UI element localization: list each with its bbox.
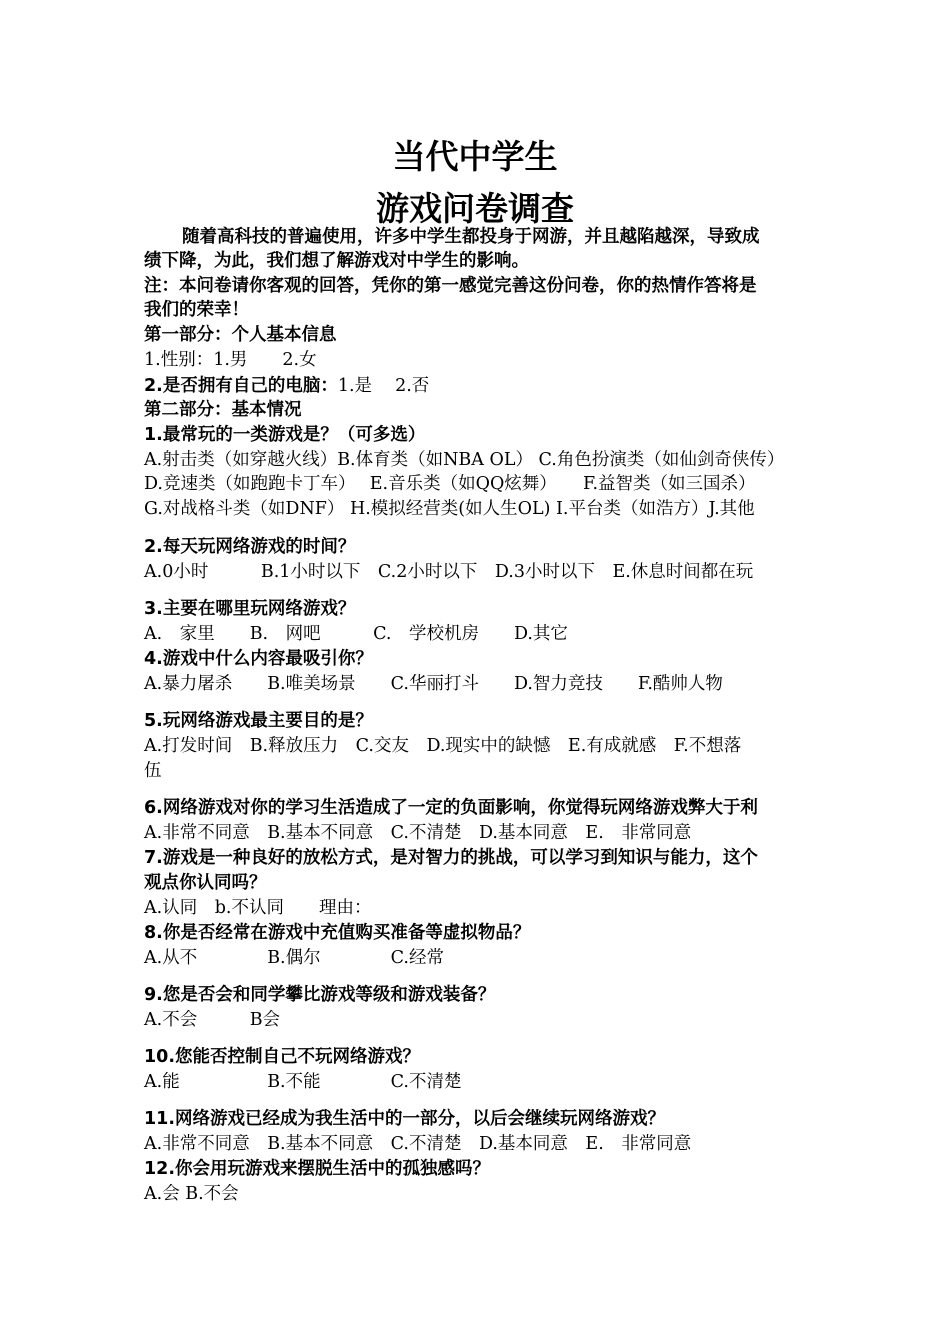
note-line-1: 注：本问卷请你客观的回答，凭你的第一感觉完善这份问卷，你的热情作答将是: [144, 276, 757, 296]
question-5-options-2: 伍: [144, 761, 162, 781]
question-12-options: A.会 B.不会: [144, 1184, 239, 1204]
question-3-options: A. 家里 B. 网吧 C. 学校机房 D.其它: [144, 624, 568, 644]
question-11-options: A.非常不同意 B.基本不同意 C.不清楚 D.基本同意 E. 非常同意: [144, 1134, 692, 1154]
question-10: 10.您能否控制自己不玩网络游戏？: [144, 1047, 420, 1067]
question-2: 2.每天玩网络游戏的时间？: [144, 537, 356, 557]
question-1-options-1: A.射击类（如穿越火线）B.体育类（如NBA OL） C.角色扮演类（如仙剑奇侠传）: [144, 450, 785, 470]
part1-heading: 第一部分：个人基本信息: [144, 325, 337, 345]
question-7-options: A.认同 b.不认同 理由：: [144, 898, 372, 918]
question-2-options: A.0小时 B.1小时以下 C.2小时以下 D.3小时以下 E.休息时间都在玩: [144, 562, 754, 582]
question-3: 3.主要在哪里玩网络游戏？: [144, 599, 356, 619]
question-1-options-3: G.对战格斗类（如DNF） H.模拟经营类(如人生OL) I.平台类（如浩方）J.其他: [144, 499, 755, 519]
question-10-options: A.能 B.不能 C.不清楚: [144, 1072, 462, 1092]
question-7-line-1: 7.游戏是一种良好的放松方式，是对智力的挑战，可以学习到知识与能力，这个: [144, 848, 758, 868]
question-11: 11.网络游戏已经成为我生活中的一部分，以后会继续玩网络游戏？: [144, 1109, 665, 1129]
question-1-options-2: D.竞速类（如跑跑卡丁车） E.音乐类（如QQ炫舞） F.益智类（如三国杀）: [144, 474, 756, 494]
question-7-line-2: 观点你认同吗？: [144, 873, 267, 893]
part2-heading: 第二部分：基本情况: [144, 400, 302, 420]
title-line-1: 当代中学生: [392, 137, 558, 176]
question-8-options: A.从不 B.偶尔 C.经常: [144, 948, 444, 968]
question-9-options: A.不会 B会: [144, 1010, 281, 1030]
part1-q1: 1.性别：1.男 2.女: [144, 350, 317, 370]
intro-line-1: 随着高科技的普遍使用，许多中学生都投身于网游，并且越陷越深，导致成: [182, 227, 760, 247]
question-4-options: A.暴力屠杀 B.唯美场景 C.华丽打斗 D.智力竞技 F.酷帅人物: [144, 674, 723, 694]
part1-q2-options: 1.是 2.否: [337, 376, 430, 396]
part1-q2: [144, 373, 429, 398]
title-line-2: 游戏问卷调查: [376, 189, 574, 228]
question-6-options: A.非常不同意 B.基本不同意 C.不清楚 D.基本同意 E. 非常同意: [144, 823, 692, 843]
question-5-options-1: A.打发时间 B.释放压力 C.交友 D.现实中的缺憾 E.有成就感 F.不想落: [144, 736, 742, 756]
question-5: 5.玩网络游戏最主要目的是？: [144, 711, 373, 731]
question-6: 6.网络游戏对你的学习生活造成了一定的负面影响，你觉得玩网络游戏弊大于利: [144, 798, 758, 818]
intro-line-2: 绩下降，为此，我们想了解游戏对中学生的影响。: [144, 251, 529, 271]
question-9: 9.您是否会和同学攀比游戏等级和游戏装备？: [144, 985, 496, 1005]
part1-q2-label: 2.是否拥有自己的电脑：: [144, 376, 338, 396]
question-8: 8.你是否经常在游戏中充值购买准备等虚拟物品？: [144, 923, 531, 943]
question-12: 12.你会用玩游戏来摆脱生活中的孤独感吗？: [144, 1159, 490, 1179]
question-4: 4.游戏中什么内容最吸引你？: [144, 649, 373, 669]
question-1: 1.最常玩的一类游戏是？（可多选）: [144, 425, 426, 445]
note-line-2: 我们的荣幸！: [144, 300, 249, 320]
